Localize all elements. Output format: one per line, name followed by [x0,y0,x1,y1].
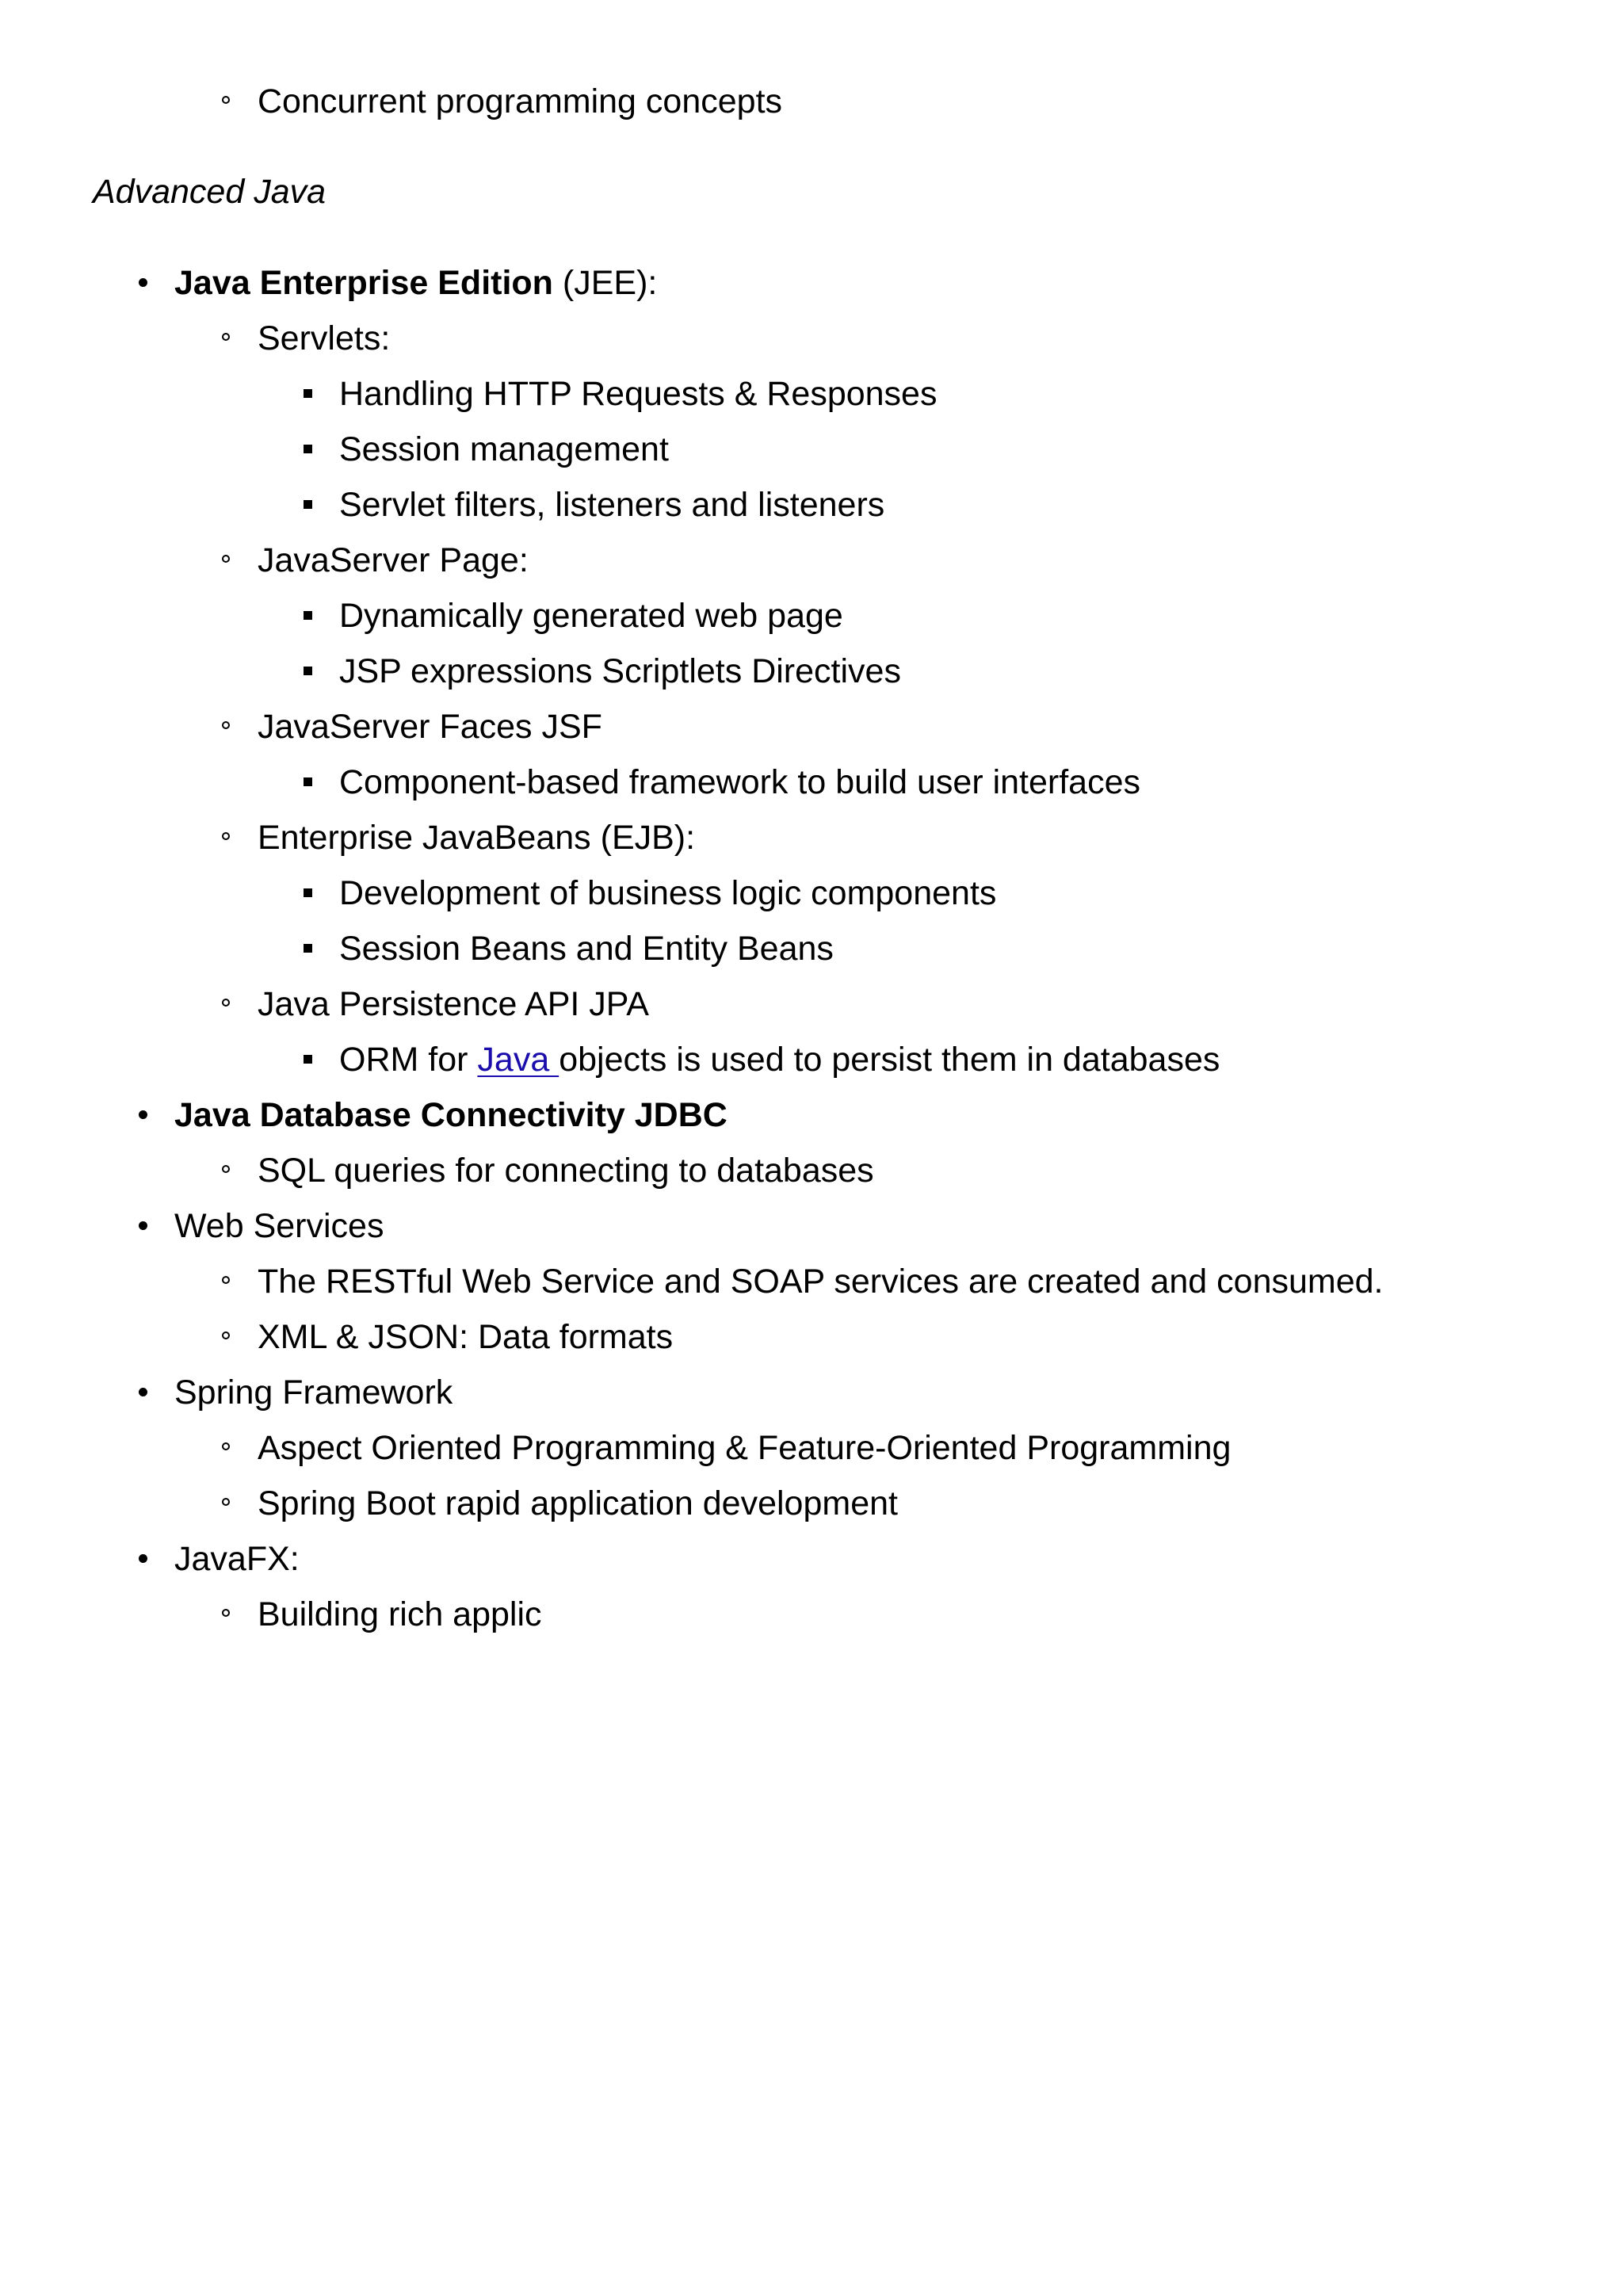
list-item-text: JavaServer Faces JSF [258,708,602,746]
section-heading: Advanced Java [93,173,327,211]
circle-bullet-icon [222,1609,230,1617]
list-item-text: Servlet filters, listeners and listeners [339,486,885,524]
circle-bullet-icon [222,999,230,1007]
orm-prefix: ORM for [339,1041,478,1079]
square-bullet-icon [304,500,312,509]
jee-title-bold: Java Enterprise Edition [174,264,553,302]
circle-bullet-icon [222,832,230,840]
jee-title-rest: (JEE): [552,264,658,302]
list-item-text: Building rich applic [258,1595,542,1633]
disc-bullet-icon [139,1388,147,1396]
list-item-text: Development of business logic components [339,874,997,912]
circle-bullet-icon [222,1498,230,1506]
square-bullet-icon [304,777,312,786]
square-bullet-icon [304,389,312,398]
list-item-text: Handling HTTP Requests & Responses [339,375,938,413]
circle-bullet-icon [222,1276,230,1284]
circle-bullet-icon [222,96,230,104]
list-item-text: Aspect Oriented Programming & Feature-Oriented Programming [258,1429,1232,1467]
list-item-text: Spring Boot rapid application development [258,1484,898,1522]
orm-suffix: objects is used to persist them in databases [559,1041,1220,1079]
list-item-text: XML & JSON: Data formats [258,1318,674,1356]
circle-bullet-icon [222,333,230,341]
disc-bullet-icon [139,1110,147,1119]
list-item-text: JavaServer Page: [258,541,529,579]
disc-bullet-icon [139,1221,147,1230]
square-bullet-icon [304,1055,312,1064]
list-item-text: Spring Framework [174,1373,453,1412]
list-item-text: Component-based framework to build user interfaces [339,763,1141,801]
java-link[interactable]: Java [477,1041,559,1079]
square-bullet-icon [304,611,312,620]
list-item-text [339,1032,1220,1087]
list-item-text: Enterprise JavaBeans (EJB): [258,819,696,857]
square-bullet-icon [304,944,312,953]
list-item-text: Dynamically generated web page [339,597,843,635]
circle-bullet-icon [222,1331,230,1339]
list-item-text: JavaFX: [174,1540,300,1578]
square-bullet-icon [304,888,312,897]
list-item-text: SQL queries for connecting to databases [258,1152,874,1190]
list-item-text: Java Persistence API JPA [258,985,649,1023]
disc-bullet-icon [139,278,147,287]
circle-bullet-icon [222,1165,230,1173]
list-item-text: Java Database Connectivity JDBC [174,1096,727,1134]
disc-bullet-icon [139,1554,147,1563]
list-item-text: The RESTful Web Service and SOAP services are created and consumed. [258,1263,1384,1301]
circle-bullet-icon [222,555,230,563]
circle-bullet-icon [222,721,230,729]
square-bullet-icon [304,445,312,453]
list-item-text: Session management [339,430,669,468]
list-item-text: Session Beans and Entity Beans [339,930,834,968]
list-item-text: Web Services [174,1207,384,1245]
list-item-text: Concurrent programming concepts [258,82,783,120]
circle-bullet-icon [222,1442,230,1450]
list-item-text [174,255,657,311]
list-item-text: Servlets: [258,319,391,357]
square-bullet-icon [304,667,312,675]
list-item-text: JSP expressions Scriptlets Directives [339,652,901,690]
